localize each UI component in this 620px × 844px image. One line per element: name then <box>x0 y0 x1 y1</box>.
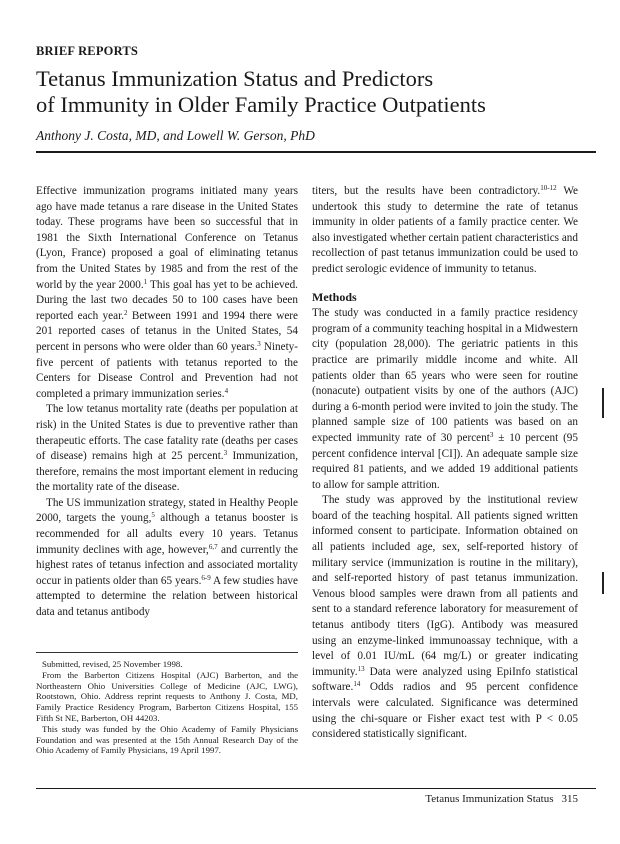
reference-marker: 2 <box>123 308 128 317</box>
authors: Anthony J. Costa, MD, and Lowell W. Gerson, PhD <box>36 128 315 143</box>
running-title: Tetanus Immunization Status <box>425 793 554 805</box>
reference-marker: 4 <box>224 386 229 395</box>
footnote: This study was funded by the Ohio Academy of Family Physicians Foundation and was presented at the 15th Annual Research Day of the Ohio Academy of Family Physicians, 19 April 1997. <box>36 723 298 756</box>
reference-marker: 3 <box>223 449 228 458</box>
article-title <box>36 66 596 118</box>
reference-marker: 3 <box>257 339 261 348</box>
reference-marker: 6-9 <box>201 573 211 582</box>
paragraph: The US immunization strategy, stated in Healthy People 2000, targets the young,$^5$ although a tetanus booster is recommended for all adults every 10 years. Tetanus immunity declines with age, however,$^{6,7}$ and currently the highest rates of tetanus infection and associated mortality occur in patients older than 65 years.$^{6-9}$ A few studies have attempted to determine the relation between historical data and tetanus antibody <box>36 496 298 619</box>
paragraph: Effective immunization programs initiated many years ago have made tetanus a rare disease in the United States today. These programs have been so successful that in 1981 the Sixth International Conference on Tetanus (Lyon, France) proposed a goal of eliminating tetanus from the United States by 1985 and from the rest of the world by the year 2000.$^1$ This goal has yet to be achieved. During the last two decades 50 to 100 cases have been reported each year.$^2$ Between 1991 and 1994 there were 201 reported cases of tetanus in the United States, 54 percent in persons who were older than 60 years.$^3$ Ninety-five percent of patients with tetanus reported to the Centers for Disease Control and Prevention had not completed a primary immunization series.$^4$ <box>36 185 298 400</box>
paragraph: The study was conducted in a family practice residency program of a community teaching hospital in a Midwestern city (population 28,000). The geriatric patients in this practice are primarily middle income and white. All patients older than 65 years who were seen for routine (nonacute) outpatient visits by one of the authors (AJC) during a 6-month period were invited to join the study. The planned sample size of 100 patients was based on an expected immunity rate of 30 percent$^3$ ± 10 percent (95 percent confidence interval [CI]). An adequate sample size required 81 patients, and we added 19 additional patients to allow for sample attrition. <box>312 307 578 491</box>
header-rule <box>36 151 596 153</box>
reference-marker: 13 <box>357 664 365 673</box>
reference-marker: 14 <box>353 680 361 689</box>
page-footer <box>425 793 578 805</box>
scan-artifact <box>602 388 604 418</box>
title-line-1: Tetanus Immunization Status and Predictors <box>36 66 434 91</box>
reference-marker: 6,7 <box>208 542 218 551</box>
footer-rule <box>36 788 596 789</box>
section-label: BRIEF REPORTS <box>36 44 139 58</box>
title-line-2: of Immunity in Older Family Practice Outpatients <box>36 92 486 117</box>
reference-marker: 3 <box>489 430 494 439</box>
footnote: From the Barberton Citizens Hospital (AJC) Barberton, and the Northeastern Ohio Universities College of Medicine (AJC, LWG), Rootstown, Ohio. Address reprint requests to Anthony J. Costa, MD, Family Practice Residency Program, Barberton Citizens Hospital, 155 Fifth St NE, Barberton, OH 44203. <box>36 669 298 723</box>
paragraph: The low tetanus mortality rate (deaths per population at risk) in the United States is due to preventive rather than therapeutic efforts. The case fatality rate (deaths per cases of disease) remains high at 25 percent.$^3$ Immunization, therefore, remains the most important element in reducing the mortality rate of the disease. <box>36 403 298 494</box>
footnotes <box>36 652 298 756</box>
section-heading-methods: Methods <box>312 289 357 304</box>
left-column <box>36 184 298 621</box>
reference-marker: 5 <box>151 511 155 520</box>
scan-artifact <box>602 572 604 594</box>
paragraph: titers, but the results have been contradictory.$^{10-12}$ We undertook this study to determine the rate of tetanus immunity in older patients of a family practice center. We also investigated whether certain patient characteristics and recollection of past tetanus immunization could be used to predict serologic evidence of immunity to tetanus. <box>312 184 578 275</box>
page-number: 315 <box>561 793 578 805</box>
reference-marker: 1 <box>143 277 148 286</box>
reference-marker: 10-12 <box>540 184 557 192</box>
paragraph: The study was approved by the institutional review board of the teaching hospital. All patients signed written informed consent to participate. Information obtained on all patients included age, sex, self-reported history of military service (immunization is routine in the military), and self-reported history of past tetanus immunization. Venous blood samples were drawn from all patients and sent to a standard reference laboratory for measurement of tetanus antibody titers (IgG). Antibody was measured using an enzyme-linked immunoassay technique, with a level of 0.01 IU/mL (64 mg/L) or greater indicating immunity.$^{13}$ Data were analyzed using EpiInfo statistical software.$^{14}$ Odds radios and 95 percent confidence intervals were calculated. Significance was determined using the chi-square or Fisher exact test with P < 0.05 considered statistically significant. <box>312 494 578 741</box>
right-column <box>312 184 578 743</box>
footnote: Submitted, revised, 25 November 1998. <box>42 659 183 669</box>
